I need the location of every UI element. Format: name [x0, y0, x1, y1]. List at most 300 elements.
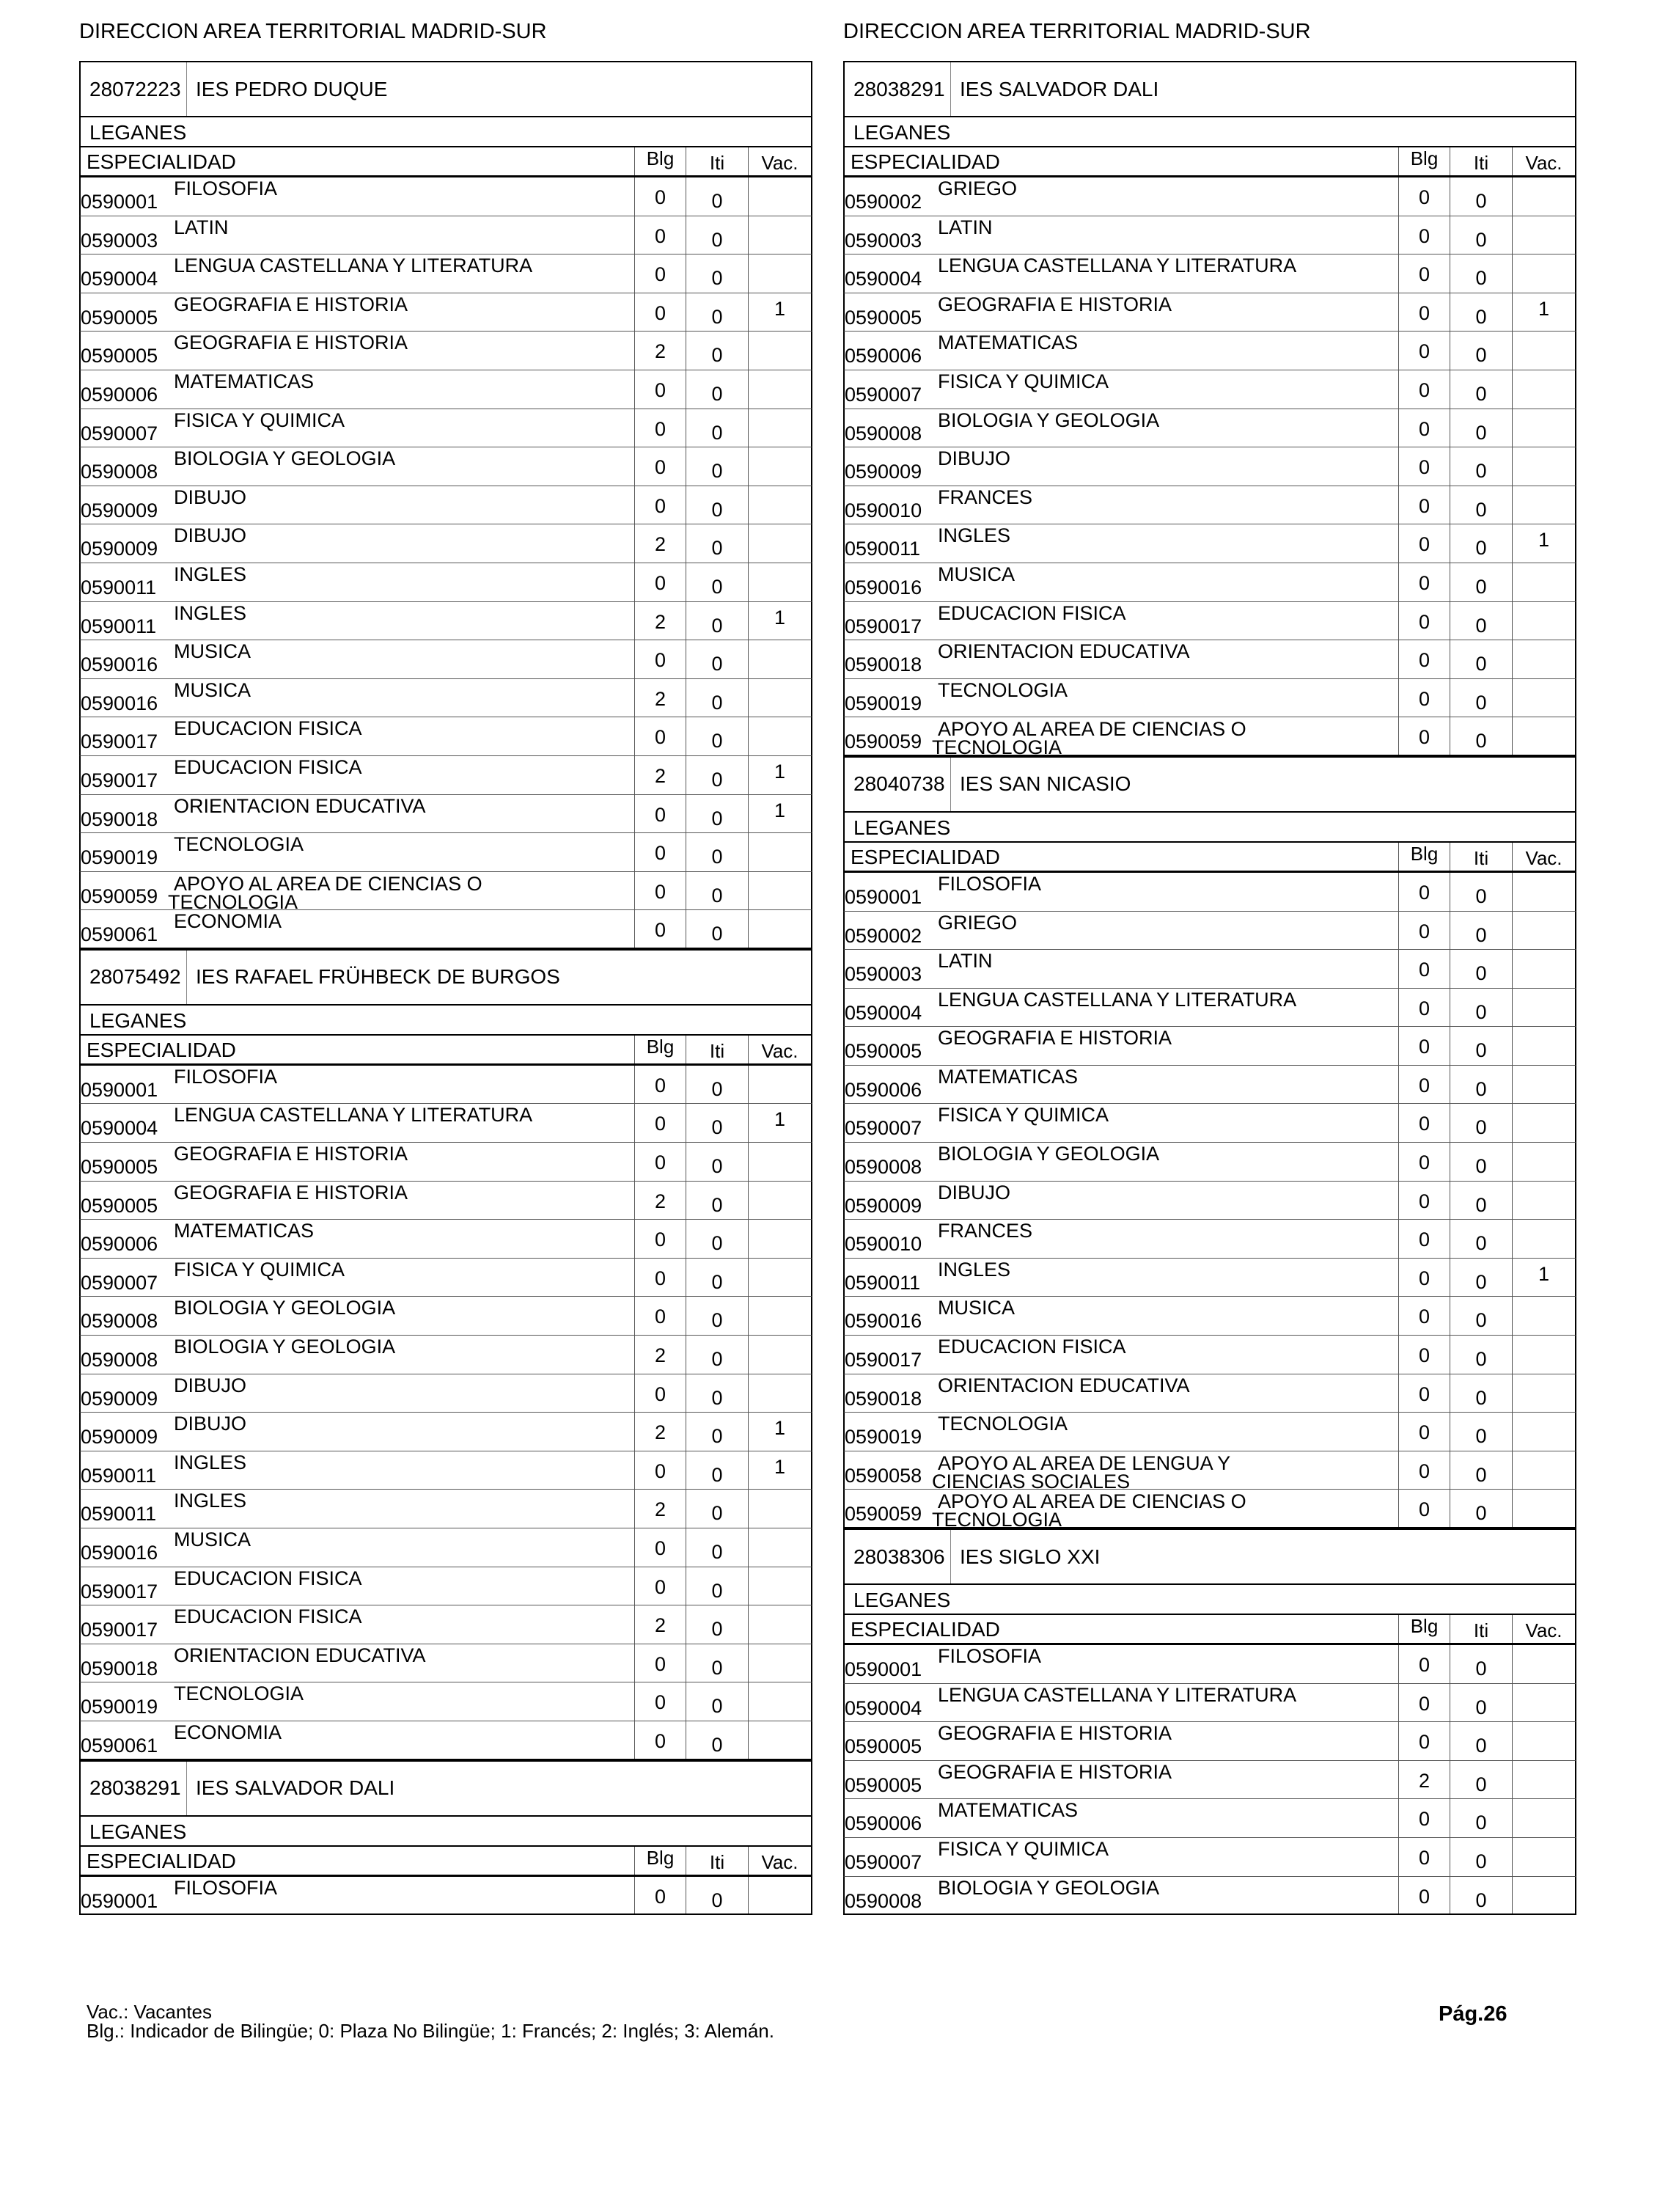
especialidad-name-line1: INGLES: [174, 563, 247, 585]
especialidad-code: 0590018: [845, 653, 922, 676]
blg-value: 0: [1398, 1799, 1450, 1837]
especialidad-code: 0590017: [845, 615, 922, 637]
school-city: LEGANES: [79, 116, 812, 147]
especialidad-name: [938, 488, 1032, 507]
especialidad-cell: [81, 1877, 634, 1914]
header-vac: Vac.: [748, 1036, 811, 1063]
blg-value: 0: [1398, 950, 1450, 988]
iti-value: 0: [686, 409, 748, 447]
especialidad-code: 0590001: [81, 1078, 158, 1101]
iti-value: 0: [1450, 254, 1512, 293]
blg-value: 0: [634, 1066, 686, 1104]
vac-value: [748, 910, 811, 948]
especialidad-name: [174, 1298, 395, 1317]
especialidad-cell: [845, 332, 1398, 370]
especialidad-cell: [81, 1528, 634, 1567]
blg-value: 0: [1398, 1722, 1450, 1760]
especialidad-cell: [81, 370, 634, 409]
especialidad-name: [174, 912, 282, 931]
especialidad-name-line1: LENGUA CASTELLANA Y LITERATURA: [938, 254, 1297, 277]
especialidad-cell: [81, 409, 634, 447]
blg-value: 0: [634, 1682, 686, 1721]
header-iti: Iti: [686, 147, 748, 175]
header-vac: Vac.: [748, 147, 811, 175]
especialidad-cell: [81, 486, 634, 524]
especialidad-name: [174, 1183, 408, 1202]
table-row: [843, 1143, 1576, 1182]
especialidad-name-line1: GEOGRAFIA E HISTORIA: [938, 293, 1172, 315]
especialidad-name: [174, 1646, 426, 1665]
table-header: [843, 147, 1576, 177]
especialidad-name: [174, 295, 408, 314]
header-blg: Blg: [634, 1847, 686, 1875]
vac-value: [748, 1528, 811, 1567]
vac-value: [748, 1336, 811, 1374]
vac-value: [748, 216, 811, 254]
especialidad-name-line1: GEOGRAFIA E HISTORIA: [174, 332, 408, 354]
blg-value: 0: [1398, 717, 1450, 755]
especialidad-code: 0590009: [81, 1387, 158, 1410]
blg-value: 0: [634, 293, 686, 332]
especialidad-code: 0590005: [845, 306, 922, 329]
especialidad-name: [174, 1684, 304, 1703]
especialidad-name: [174, 1414, 246, 1433]
iti-value: 0: [1450, 717, 1512, 755]
table-row: [79, 1528, 812, 1567]
especialidad-cell: [81, 1220, 634, 1258]
vac-value: [748, 409, 811, 447]
especialidad-name: [174, 1453, 246, 1472]
vac-value: [748, 1220, 811, 1258]
blg-value: 0: [634, 1297, 686, 1335]
iti-value: 0: [686, 1104, 748, 1142]
especialidad-cell: [845, 524, 1398, 563]
blg-value: 0: [634, 1721, 686, 1759]
especialidad-code: 0590008: [81, 1310, 158, 1333]
header-especialidad: ESPECIALIDAD: [851, 845, 1000, 868]
especialidad-cell: [81, 910, 634, 948]
especialidad-cell: [81, 833, 634, 871]
especialidad-name: [938, 642, 1190, 661]
table-row: [79, 177, 812, 216]
iti-value: 0: [686, 1877, 748, 1914]
especialidad-code: 0590008: [845, 1156, 922, 1179]
header-blg: Blg: [1398, 843, 1450, 871]
blg-value: 0: [634, 640, 686, 678]
vac-value: [1512, 717, 1575, 755]
header-especialidad: ESPECIALIDAD: [851, 1618, 1000, 1641]
iti-value: 0: [1450, 177, 1512, 216]
iti-value: 0: [1450, 1413, 1512, 1451]
especialidad-name: [174, 372, 314, 391]
vac-value: [748, 524, 811, 563]
especialidad-name: [938, 1027, 1172, 1050]
blg-value: 0: [634, 486, 686, 524]
especialidad-name: [174, 1376, 246, 1395]
blg-value: 0: [1398, 1220, 1450, 1258]
school-code: 28038291: [81, 1762, 187, 1815]
vac-value: [1512, 216, 1575, 254]
especialidad-name: [938, 1260, 1010, 1279]
header-iti: Iti: [1450, 843, 1512, 871]
especialidad-name-line1: ORIENTACION EDUCATIVA: [938, 1374, 1190, 1396]
vac-value: [748, 1877, 811, 1914]
vac-value: [1512, 370, 1575, 409]
table-row: [79, 254, 812, 293]
iti-value: 0: [1450, 409, 1512, 447]
table-row: [843, 1066, 1576, 1105]
especialidad-code: 0590016: [845, 576, 922, 598]
especialidad-code: 0590016: [845, 1310, 922, 1333]
school-header: [843, 61, 1576, 116]
blg-value: 0: [634, 370, 686, 409]
especialidad-name-line1: FISICA Y QUIMICA: [938, 1104, 1109, 1127]
especialidad-cell: [845, 1143, 1398, 1181]
table-row: [843, 1877, 1576, 1916]
vac-value: [1512, 989, 1575, 1027]
vac-value: [1512, 409, 1575, 447]
header-iti: Iti: [1450, 1615, 1512, 1643]
especialidad-name-line1: EDUCACION FISICA: [174, 1567, 362, 1589]
especialidad-name: [174, 719, 362, 738]
especialidad-cell: [845, 717, 1398, 759]
especialidad-name-line1: ORIENTACION EDUCATIVA: [174, 794, 426, 817]
iti-value: 0: [1450, 332, 1512, 370]
table-row: [843, 563, 1576, 602]
especialidad-code: 0590019: [81, 846, 158, 869]
iti-value: 0: [686, 795, 748, 833]
table-row: [843, 989, 1576, 1028]
iti-value: 0: [686, 1682, 748, 1721]
table-row: [79, 1374, 812, 1413]
iti-value: 0: [1450, 640, 1512, 678]
school-header: [79, 1760, 812, 1815]
vac-value: 1: [748, 293, 811, 332]
especialidad-code: 0590002: [845, 924, 922, 947]
especialidad-cell: [81, 1066, 634, 1104]
header-especialidad: ESPECIALIDAD: [87, 150, 236, 173]
especialidad-cell: [81, 1104, 634, 1142]
especialidad-cell: [81, 1567, 634, 1605]
school-city: LEGANES: [843, 811, 1576, 842]
especialidad-code: 0590008: [845, 1889, 922, 1912]
especialidad-name: [174, 1144, 408, 1163]
especialidad-name-line1: EDUCACION FISICA: [938, 1336, 1126, 1358]
especialidad-name: [174, 1221, 314, 1240]
especialidad-code: 0590019: [845, 692, 922, 714]
especialidad-code: 0590019: [845, 1426, 922, 1449]
table-row: [79, 1413, 812, 1451]
iti-value: 0: [686, 1413, 748, 1451]
especialidad-name: [938, 1724, 1172, 1743]
especialidad-code: 0590003: [81, 229, 158, 252]
especialidad-cell: [845, 254, 1398, 293]
table-row: [843, 1259, 1576, 1297]
blg-value: 0: [1398, 177, 1450, 216]
table-row: [843, 640, 1576, 679]
vac-value: [748, 1182, 811, 1220]
column-header: DIRECCION AREA TERRITORIAL MADRID-SUR: [79, 20, 547, 43]
school-city: LEGANES: [79, 1004, 812, 1035]
especialidad-name: [174, 449, 395, 468]
especialidad-code: 0590010: [845, 1233, 922, 1256]
especialidad-code: 0590058: [845, 1464, 922, 1487]
especialidad-cell: [845, 1413, 1398, 1451]
especialidad-name: [938, 565, 1015, 584]
table-row: [843, 912, 1576, 951]
vac-value: [748, 717, 811, 755]
blg-value: 0: [634, 1528, 686, 1567]
especialidad-code: 0590059: [845, 730, 922, 753]
especialidad-name-line1: LATIN: [174, 216, 229, 238]
iti-value: 0: [1450, 1066, 1512, 1104]
especialidad-name: [174, 1491, 246, 1510]
especialidad-code: 0590011: [81, 1503, 157, 1526]
especialidad-name: [938, 1839, 1109, 1858]
especialidad-code: 0590001: [845, 1658, 922, 1680]
table-row: [79, 409, 812, 448]
iti-value: 0: [1450, 563, 1512, 601]
iti-value: 0: [1450, 1104, 1512, 1142]
especialidad-name-line2: CIENCIAS SOCIALES: [932, 1470, 1131, 1493]
table-row: [843, 524, 1576, 563]
iti-value: 0: [1450, 1374, 1512, 1413]
vac-value: 1: [748, 1451, 811, 1490]
table-row: [843, 254, 1576, 293]
blg-value: 0: [634, 1451, 686, 1490]
table-row: [843, 1413, 1576, 1451]
table-row: [79, 679, 812, 718]
school-name: IES SIGLO XXI: [960, 1545, 1101, 1568]
iti-value: 0: [1450, 602, 1512, 640]
table-row: [843, 486, 1576, 525]
iti-value: 0: [686, 1182, 748, 1220]
table-row: [79, 524, 812, 563]
vac-value: [748, 1605, 811, 1644]
especialidad-code: 0590009: [81, 1426, 158, 1449]
especialidad-code: 0590003: [845, 963, 922, 986]
especialidad-name-line1: DIBUJO: [938, 447, 1011, 470]
iti-value: 0: [686, 1336, 748, 1374]
especialidad-cell: [845, 1027, 1398, 1065]
especialidad-cell: [845, 177, 1398, 216]
especialidad-cell: [845, 873, 1398, 911]
vac-value: 1: [1512, 524, 1575, 563]
table-row: [79, 1721, 812, 1760]
especialidad-name: [938, 950, 993, 973]
table-row: [79, 1336, 812, 1374]
especialidad-name: [174, 218, 229, 237]
vac-value: [748, 370, 811, 409]
table-row: [843, 370, 1576, 409]
especialidad-cell: [845, 912, 1398, 950]
especialidad-name-line1: BIOLOGIA Y GEOLOGIA: [174, 1297, 396, 1319]
especialidad-cell: [81, 756, 634, 794]
table-row: [79, 1259, 812, 1297]
blg-value: 0: [634, 1143, 686, 1181]
school-code: 28072223: [81, 62, 187, 116]
blg-value: 0: [1398, 370, 1450, 409]
especialidad-name-line1: DIBUJO: [174, 486, 247, 508]
vac-value: [748, 1066, 811, 1104]
especialidad-name: [938, 874, 1041, 893]
blg-value: 0: [1398, 873, 1450, 911]
blg-value: 2: [634, 332, 686, 370]
school-city: LEGANES: [843, 1583, 1576, 1614]
vac-value: [1512, 1027, 1575, 1065]
especialidad-name: [174, 835, 304, 854]
especialidad-code: 0590061: [81, 923, 158, 946]
especialidad-name-line1: EDUCACION FISICA: [174, 717, 362, 740]
especialidad-cell: [81, 679, 634, 717]
especialidad-name: [938, 1414, 1068, 1433]
especialidad-cell: [845, 1104, 1398, 1142]
iti-value: 0: [686, 486, 748, 524]
blg-value: 0: [1398, 447, 1450, 486]
header-vac: Vac.: [1512, 1615, 1575, 1643]
table-row: [843, 447, 1576, 486]
table-header: [79, 147, 812, 177]
especialidad-name-line1: MATEMATICAS: [174, 370, 315, 392]
especialidad-cell: [81, 332, 634, 370]
blg-value: 2: [634, 524, 686, 563]
especialidad-code: 0590004: [845, 1001, 922, 1024]
school-block: [79, 949, 812, 1760]
blg-value: 0: [1398, 1104, 1450, 1142]
especialidad-name-line1: GEOGRAFIA E HISTORIA: [938, 1760, 1172, 1783]
especialidad-name: [932, 1451, 1231, 1493]
especialidad-cell: [81, 1297, 634, 1335]
school-header: [843, 1528, 1576, 1583]
especialidad-name-line1: MUSICA: [938, 1297, 1016, 1319]
vac-value: [1512, 486, 1575, 524]
especialidad-name-line1: APOYO AL AREA DE LENGUA Y: [938, 1451, 1231, 1474]
especialidad-cell: [845, 1374, 1398, 1413]
iti-value: 0: [686, 910, 748, 948]
especialidad-code: 0590018: [81, 807, 158, 830]
especialidad-name-line1: EDUCACION FISICA: [174, 1605, 362, 1628]
iti-value: 0: [686, 679, 748, 717]
especialidad-cell: [845, 1336, 1398, 1374]
iti-value: 0: [1450, 1259, 1512, 1297]
especialidad-name: [174, 179, 277, 198]
especialidad-cell: [845, 370, 1398, 409]
especialidad-name: [938, 179, 1017, 198]
vac-value: [748, 1721, 811, 1759]
vac-value: [748, 1490, 811, 1528]
especialidad-name: [174, 565, 246, 584]
vac-value: [748, 447, 811, 486]
especialidad-name: [174, 796, 426, 816]
especialidad-name-line1: BIOLOGIA Y GEOLOGIA: [174, 1336, 396, 1358]
table-row: [79, 717, 812, 756]
especialidad-code: 0590018: [845, 1387, 922, 1410]
blg-value: 0: [1398, 1645, 1450, 1683]
blg-value: 0: [1398, 1336, 1450, 1374]
footer-line-bilingue: Blg.: Indicador de Bilingüe; 0: Plaza No Bilingüe; 1: Francés; 2: Inglés; 3: Alemán.: [87, 2020, 774, 2042]
especialidad-code: 0590059: [81, 885, 158, 907]
especialidad-code: 0590016: [81, 1542, 158, 1564]
table-row: [79, 1682, 812, 1721]
iti-value: 0: [686, 833, 748, 871]
especialidad-code: 0590017: [81, 1580, 158, 1603]
especialidad-name: [174, 411, 345, 430]
blg-value: 2: [634, 1336, 686, 1374]
especialidad-code: 0590005: [845, 1773, 922, 1796]
vac-value: 1: [1512, 1259, 1575, 1297]
iti-value: 0: [1450, 1220, 1512, 1258]
footer-line-vacantes: Vac.: Vacantes: [87, 2001, 213, 2023]
table-row: [843, 1451, 1576, 1493]
iti-value: 0: [686, 1490, 748, 1528]
vac-value: 1: [748, 756, 811, 794]
blg-value: 0: [1398, 1684, 1450, 1722]
iti-value: 0: [686, 447, 748, 486]
especialidad-code: 0590001: [845, 885, 922, 908]
especialidad-code: 0590005: [845, 1040, 922, 1063]
iti-value: 0: [1450, 1027, 1512, 1065]
especialidad-name-line1: GRIEGO: [938, 177, 1018, 199]
especialidad-cell: [81, 1374, 634, 1413]
especialidad-name-line1: MATEMATICAS: [938, 1065, 1079, 1088]
iti-value: 0: [686, 563, 748, 601]
especialidad-cell: [845, 1259, 1398, 1297]
especialidad-name-line1: DIBUJO: [174, 524, 247, 547]
blg-value: 0: [634, 833, 686, 871]
vac-value: [1512, 950, 1575, 988]
blg-value: 2: [634, 1490, 686, 1528]
especialidad-code: 0590007: [845, 383, 922, 406]
table-row: [843, 873, 1576, 912]
especialidad-name-line1: MATEMATICAS: [938, 332, 1079, 354]
especialidad-name: [174, 333, 408, 352]
especialidad-code: 0590017: [81, 769, 158, 791]
school-block: [79, 1760, 812, 1916]
school-city: LEGANES: [843, 116, 1576, 147]
especialidad-name: [174, 1878, 277, 1897]
especialidad-code: 0590016: [81, 653, 158, 676]
table-row: [79, 1066, 812, 1105]
especialidad-name-line1: FILOSOFIA: [174, 1065, 278, 1088]
iti-value: 0: [1450, 293, 1512, 332]
left-column-body: [79, 61, 812, 1915]
right-column-body: [843, 61, 1576, 1915]
vac-value: [1512, 1413, 1575, 1451]
iti-value: 0: [1450, 216, 1512, 254]
especialidad-cell: [845, 640, 1398, 678]
iti-value: 0: [1450, 1182, 1512, 1220]
iti-value: 0: [686, 1644, 748, 1682]
iti-value: 0: [686, 872, 748, 910]
table-row: [79, 332, 812, 370]
especialidad-code: 0590003: [845, 229, 922, 252]
especialidad-name: [174, 1530, 251, 1549]
especialidad-name: [174, 1569, 362, 1588]
table-row: [843, 1220, 1576, 1259]
especialidad-name: [938, 1144, 1159, 1163]
vac-value: [748, 486, 811, 524]
blg-value: 0: [634, 1877, 686, 1914]
iti-value: 0: [1450, 1877, 1512, 1914]
header-vac: Vac.: [1512, 147, 1575, 175]
especialidad-name: [174, 1260, 345, 1279]
blg-value: 0: [634, 409, 686, 447]
blg-value: 0: [634, 563, 686, 601]
vac-value: [1512, 1684, 1575, 1722]
table-row: [79, 563, 812, 602]
school-code: 28038291: [845, 62, 951, 116]
school-block: [843, 1528, 1576, 1915]
